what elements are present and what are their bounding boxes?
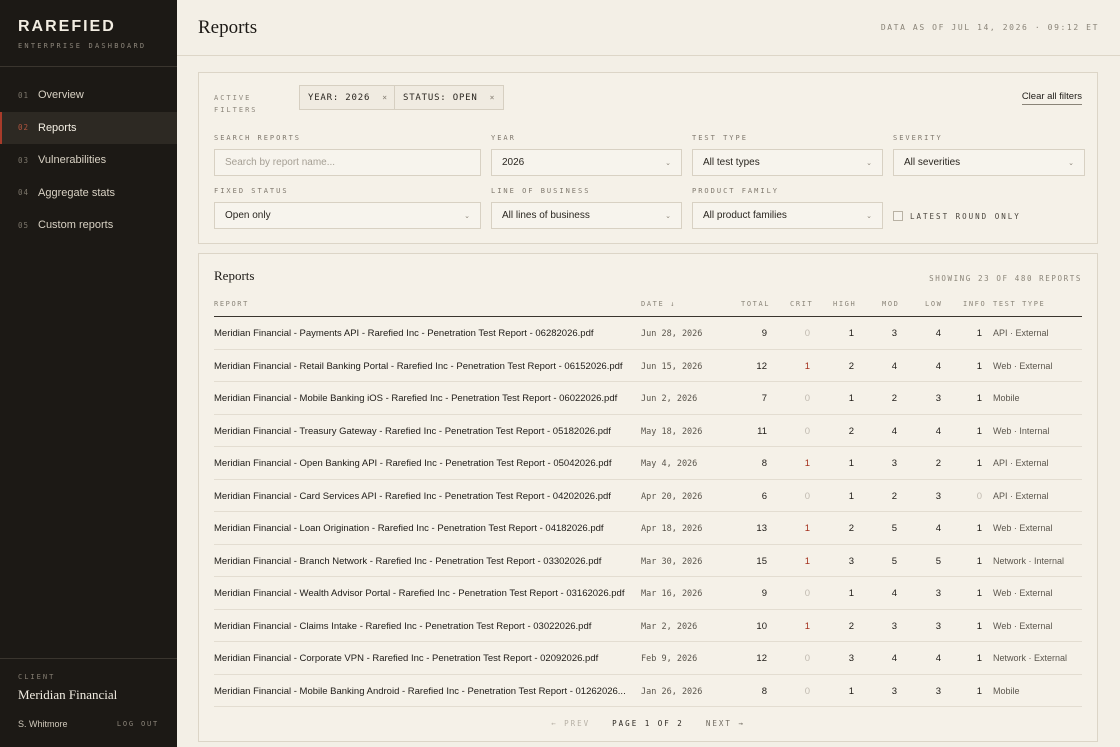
- date-cell: Mar 2, 2026: [641, 621, 698, 632]
- high-cell: 1: [848, 490, 854, 502]
- report-name-cell[interactable]: Meridian Financial - Open Banking API - Rarefied Inc - Penetration Test Report - 05042026.pdf: [214, 458, 612, 469]
- low-cell: 4: [935, 523, 941, 534]
- user-row: [18, 719, 159, 729]
- info-cell: 1: [976, 555, 982, 567]
- search-label: SEARCH REPORTS: [214, 134, 302, 142]
- table-row[interactable]: [214, 675, 1082, 708]
- table-row[interactable]: [214, 382, 1082, 415]
- crit-cell: 1: [804, 620, 810, 632]
- brand: [0, 0, 177, 67]
- test-type-cell: Network · Internal: [993, 555, 1065, 566]
- product-family-select[interactable]: [692, 202, 883, 229]
- table-row[interactable]: [214, 577, 1082, 610]
- search-input[interactable]: [214, 149, 481, 176]
- sidebar-item-custom-reports[interactable]: [0, 209, 177, 241]
- latest-round-checkbox[interactable]: [893, 211, 903, 221]
- total-cell: 12: [756, 360, 767, 372]
- nav-item-label: Aggregate stats: [38, 186, 116, 199]
- mod-cell: 2: [891, 490, 897, 502]
- high-cell: 3: [848, 653, 854, 664]
- mod-cell: 4: [891, 653, 897, 664]
- test-type-cell: Mobile: [993, 393, 1020, 403]
- table-row[interactable]: [214, 642, 1082, 675]
- line-of-business-value: All lines of business: [502, 210, 590, 221]
- severity-label: SEVERITY: [893, 134, 943, 142]
- sidebar-nav: [0, 79, 177, 241]
- low-cell: 4: [935, 360, 941, 372]
- low-cell: 3: [935, 490, 941, 502]
- high-cell: 2: [848, 523, 854, 534]
- filter-chip-year: [299, 85, 397, 110]
- mod-cell: 4: [891, 360, 897, 372]
- product-family-label: PRODUCT FAMILY: [692, 187, 780, 195]
- main-content: [177, 0, 1120, 747]
- chevron-down-icon: ⌄: [866, 159, 872, 167]
- low-cell: 3: [935, 393, 941, 404]
- report-name-cell[interactable]: Meridian Financial - Payments API - Rarefied Inc - Penetration Test Report - 06282026.pdf: [214, 328, 594, 339]
- column-header-test-type[interactable]: TEST TYPE: [993, 300, 1046, 308]
- page-title: Reports: [198, 16, 258, 38]
- latest-round-toggle[interactable]: [893, 211, 1021, 221]
- info-cell: 1: [976, 458, 982, 469]
- column-header-report[interactable]: REPORT: [214, 300, 249, 308]
- total-cell: 13: [756, 523, 767, 534]
- mod-cell: 3: [891, 685, 897, 697]
- test-type-cell: API · External: [993, 458, 1049, 468]
- mod-cell: 5: [891, 523, 897, 534]
- sidebar-item-vulnerabilities[interactable]: [0, 144, 177, 176]
- total-cell: 9: [761, 588, 767, 599]
- nav-item-label: Overview: [38, 89, 84, 101]
- nav-item-number: 03: [18, 155, 30, 165]
- logout-button[interactable]: LOG OUT: [116, 720, 159, 728]
- table-row[interactable]: [214, 545, 1082, 578]
- test-type-label: TEST TYPE: [692, 134, 748, 142]
- low-cell: 5: [935, 555, 941, 567]
- low-cell: 3: [935, 685, 941, 697]
- crit-cell: 0: [804, 588, 810, 599]
- client-panel: [0, 658, 177, 747]
- sidebar-item-overview[interactable]: [0, 79, 177, 111]
- reports-panel: [198, 253, 1098, 742]
- search-placeholder: Search by report name...: [225, 157, 336, 168]
- table-row[interactable]: [214, 480, 1082, 513]
- info-cell: 1: [976, 653, 982, 664]
- test-type-cell: Network · External: [993, 653, 1068, 663]
- column-header-info[interactable]: INFO: [963, 300, 987, 308]
- high-cell: 1: [848, 588, 854, 599]
- crit-cell: 0: [804, 328, 810, 339]
- column-header-crit[interactable]: CRIT: [790, 300, 814, 308]
- low-cell: 2: [935, 458, 941, 469]
- nav-item-number: 05: [18, 220, 30, 230]
- total-cell: 6: [761, 490, 767, 502]
- user-name: S. Whitmore: [18, 719, 68, 729]
- date-cell: Jun 15, 2026: [641, 361, 703, 372]
- sidebar-item-aggregate-stats[interactable]: [0, 177, 177, 209]
- date-cell: May 18, 2026: [641, 426, 703, 437]
- info-cell: 1: [976, 523, 982, 534]
- column-header-mod[interactable]: MOD: [882, 300, 900, 308]
- active-filters-row: [214, 85, 1082, 114]
- high-cell: 1: [848, 458, 854, 469]
- total-cell: 11: [757, 425, 767, 437]
- high-cell: 2: [848, 620, 854, 632]
- crit-cell: 1: [804, 523, 810, 534]
- info-cell: 1: [976, 360, 982, 372]
- info-cell: 0: [976, 490, 982, 502]
- brand-logo: RAREFIED: [18, 18, 116, 35]
- line-of-business-select[interactable]: [491, 202, 682, 229]
- nav-item-label: Reports: [38, 121, 77, 134]
- total-cell: 8: [761, 458, 767, 469]
- page-indicator: PAGE 1 OF 2: [612, 719, 684, 728]
- high-cell: 1: [848, 328, 854, 339]
- test-type-cell: API · External: [993, 490, 1049, 501]
- crit-cell: 1: [804, 360, 810, 372]
- mod-cell: 3: [891, 620, 897, 632]
- column-header-high[interactable]: HIGH: [833, 300, 857, 308]
- latest-round-label: LATEST ROUND ONLY: [910, 211, 1021, 221]
- column-header-low[interactable]: LOW: [925, 300, 943, 308]
- crit-cell: 0: [804, 425, 810, 437]
- report-name-cell[interactable]: Meridian Financial - Retail Banking Portal - Rarefied Inc - Penetration Test Report - 06152026.pdf: [214, 360, 623, 372]
- high-cell: 2: [848, 425, 854, 437]
- year-select[interactable]: [491, 149, 682, 176]
- chip-label: STATUS: OPEN: [403, 92, 478, 103]
- date-cell: Jun 2, 2026: [641, 394, 698, 404]
- chip-label: YEAR: 2026: [308, 92, 371, 103]
- report-name-cell[interactable]: Meridian Financial - Branch Network - Rarefied Inc - Penetration Test Report - 03302026.pdf: [214, 555, 602, 567]
- report-name-cell[interactable]: Meridian Financial - Mobile Banking iOS - Rarefied Inc - Penetration Test Report - 06022026.pdf: [214, 393, 618, 404]
- mod-cell: 2: [891, 393, 897, 404]
- total-cell: 15: [756, 555, 767, 567]
- next-page-button[interactable]: NEXT →: [705, 719, 745, 728]
- remove-chip-icon[interactable]: ×: [489, 93, 496, 102]
- pagination: [199, 719, 1097, 728]
- fixed-status-select[interactable]: [214, 202, 481, 229]
- nav-item-number: 02: [18, 123, 30, 133]
- nav-item-label: Vulnerabilities: [38, 154, 107, 167]
- date-cell: Apr 18, 2026: [641, 524, 703, 534]
- severity-value: All severities: [904, 157, 961, 168]
- filters-panel: [198, 72, 1098, 244]
- low-cell: 3: [935, 588, 941, 599]
- test-type-cell: Web · External: [993, 588, 1053, 598]
- product-family-value: All product families: [703, 210, 787, 221]
- sidebar: [0, 0, 177, 747]
- year-value: 2026: [502, 157, 525, 168]
- column-header-date[interactable]: DATE ↓: [641, 300, 676, 308]
- test-type-cell: Mobile: [993, 685, 1020, 696]
- test-type-cell: Web · External: [993, 523, 1053, 533]
- reports-title: Reports: [214, 268, 255, 283]
- brand-subtitle: ENTERPRISE DASHBOARD: [18, 42, 147, 50]
- table-row[interactable]: [214, 350, 1082, 383]
- mod-cell: 4: [891, 588, 897, 599]
- high-cell: 1: [848, 393, 854, 404]
- total-cell: 8: [761, 685, 767, 697]
- crit-cell: 0: [804, 685, 810, 697]
- total-cell: 10: [756, 620, 767, 632]
- report-name-cell[interactable]: Meridian Financial - Loan Origination - Rarefied Inc - Penetration Test Report - 04182026.pdf: [214, 523, 604, 534]
- test-type-cell: Web · External: [993, 620, 1053, 631]
- line-of-business-label: LINE OF BUSINESS: [491, 187, 591, 195]
- table-row[interactable]: [214, 610, 1082, 643]
- report-name-cell[interactable]: Meridian Financial - Claims Intake - Rarefied Inc - Penetration Test Report - 03022026.pdf: [214, 620, 592, 632]
- nav-item-number: 04: [18, 188, 30, 198]
- crit-cell: 0: [804, 653, 810, 664]
- low-cell: 4: [935, 653, 941, 664]
- remove-chip-icon[interactable]: ×: [382, 93, 388, 102]
- high-cell: 1: [848, 685, 854, 697]
- reports-table-body: [214, 317, 1082, 707]
- report-name-cell[interactable]: Meridian Financial - Card Services API - Rarefied Inc - Penetration Test Report - 04202026.pdf: [214, 490, 611, 502]
- info-cell: 1: [976, 393, 982, 404]
- table-row[interactable]: [214, 415, 1082, 448]
- crit-cell: 1: [804, 458, 810, 469]
- top-bar: [177, 0, 1120, 56]
- test-type-cell: Web · External: [993, 360, 1053, 371]
- nav-item-number: 01: [18, 90, 30, 100]
- total-cell: 9: [761, 328, 767, 339]
- test-type-value: All test types: [703, 157, 760, 168]
- info-cell: 1: [976, 588, 982, 599]
- chevron-down-icon: ⌄: [665, 159, 671, 167]
- sidebar-item-reports[interactable]: [0, 112, 177, 144]
- mod-cell: 3: [891, 328, 897, 339]
- chevron-down-icon: ⌄: [464, 212, 470, 220]
- report-name-cell[interactable]: Meridian Financial - Wealth Advisor Portal - Rarefied Inc - Penetration Test Report - 03162026.pdf: [214, 588, 625, 599]
- report-name-cell[interactable]: Meridian Financial - Treasury Gateway - Rarefied Inc - Penetration Test Report - 05182026.pdf: [214, 425, 611, 437]
- clear-all-filters-link[interactable]: Clear all filters: [1022, 91, 1082, 105]
- high-cell: 3: [848, 555, 854, 567]
- low-cell: 4: [935, 328, 941, 339]
- chevron-down-icon: ⌄: [1068, 159, 1074, 167]
- info-cell: 1: [976, 328, 982, 339]
- date-cell: May 4, 2026: [641, 459, 698, 469]
- crit-cell: 0: [804, 490, 810, 502]
- mod-cell: 4: [891, 425, 897, 437]
- info-cell: 1: [976, 620, 982, 632]
- low-cell: 3: [935, 620, 941, 632]
- test-type-select[interactable]: [692, 149, 883, 176]
- client-label: CLIENT: [18, 673, 56, 681]
- table-row[interactable]: [214, 317, 1082, 350]
- active-filters-label: ACTIVE FILTERS: [214, 94, 258, 114]
- mod-cell: 3: [891, 458, 897, 469]
- chevron-down-icon: ⌄: [665, 212, 671, 220]
- table-row[interactable]: [214, 447, 1082, 480]
- crit-cell: 1: [804, 555, 810, 567]
- client-name: Meridian Financial: [18, 687, 118, 702]
- test-type-cell: API · External: [993, 328, 1049, 338]
- prev-page-button[interactable]: ← PREV: [551, 719, 591, 728]
- report-name-cell[interactable]: Meridian Financial - Corporate VPN - Rarefied Inc - Penetration Test Report - 02092026.pdf: [214, 653, 599, 664]
- date-cell: Mar 30, 2026: [641, 556, 703, 567]
- results-count: SHOWING 23 OF 480 REPORTS: [929, 274, 1082, 283]
- low-cell: 4: [935, 425, 941, 437]
- nav-item-label: Custom reports: [38, 219, 114, 232]
- date-cell: Mar 16, 2026: [641, 589, 703, 599]
- table-row[interactable]: [214, 512, 1082, 545]
- date-cell: Feb 9, 2026: [641, 654, 698, 664]
- column-header-total[interactable]: TOTAL: [741, 300, 771, 308]
- fixed-status-value: Open only: [225, 210, 271, 221]
- chevron-down-icon: ⌄: [866, 212, 872, 220]
- filter-chip-status: [394, 85, 504, 110]
- crit-cell: 0: [804, 393, 810, 404]
- date-cell: Jun 28, 2026: [641, 329, 703, 339]
- data-timestamp: DATA AS OF JUL 14, 2026 · 09:12 ET: [880, 23, 1099, 32]
- report-name-cell[interactable]: Meridian Financial - Mobile Banking Android - Rarefied Inc - Penetration Test Report - 01262026...: [214, 685, 626, 697]
- test-type-cell: Web · Internal: [993, 425, 1050, 436]
- info-cell: 1: [976, 685, 982, 697]
- total-cell: 12: [756, 653, 767, 664]
- high-cell: 2: [848, 360, 854, 372]
- year-label: YEAR: [491, 134, 516, 142]
- table-header: [214, 294, 1082, 317]
- severity-select[interactable]: [893, 149, 1085, 176]
- fixed-status-label: FIXED STATUS: [214, 187, 289, 195]
- mod-cell: 5: [891, 555, 897, 567]
- date-cell: Jan 26, 2026: [641, 686, 703, 697]
- info-cell: 1: [976, 425, 982, 437]
- total-cell: 7: [761, 393, 767, 404]
- date-cell: Apr 20, 2026: [641, 491, 703, 502]
